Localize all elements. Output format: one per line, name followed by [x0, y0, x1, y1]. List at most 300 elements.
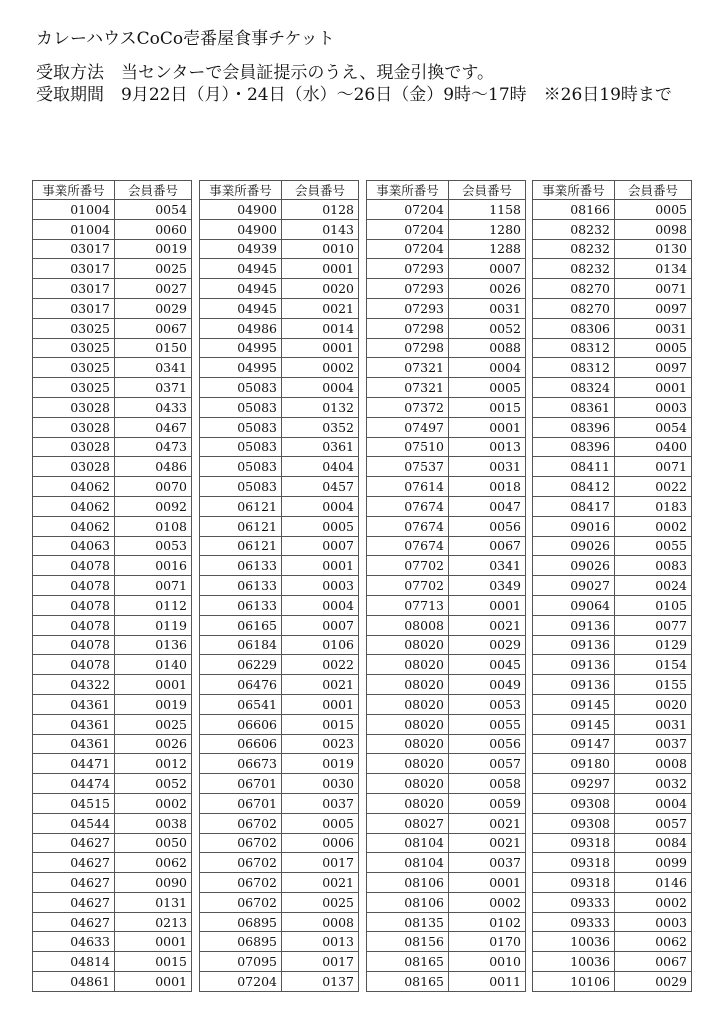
member-number-cell: 0047: [449, 496, 526, 516]
document-title: カレーハウスCoCo壱番屋食事チケット: [36, 29, 335, 49]
table-row: [33, 239, 192, 259]
member-number-cell: 0112: [115, 595, 192, 615]
table-row: [367, 813, 526, 833]
member-number-cell: 0037: [449, 853, 526, 873]
table-row: [200, 595, 359, 615]
ticket-table: [532, 180, 692, 992]
table-row: [533, 912, 692, 932]
member-number-cell: 0004: [282, 595, 359, 615]
table-row: [533, 615, 692, 635]
office-number-cell: 08156: [367, 932, 449, 952]
member-number-cell: 0026: [115, 734, 192, 754]
office-number-cell: 07537: [367, 457, 449, 477]
table-row: [33, 912, 192, 932]
table-row: [367, 853, 526, 873]
member-number-cell: 0005: [615, 200, 692, 220]
office-number-cell: 07204: [367, 239, 449, 259]
office-number-cell: 04078: [33, 556, 115, 576]
table-header-row: [33, 181, 192, 200]
table-row: [200, 793, 359, 813]
table-row: [533, 655, 692, 675]
table-row: [200, 378, 359, 398]
member-number-cell: 0053: [449, 694, 526, 714]
table-row: [200, 694, 359, 714]
table-row: [367, 655, 526, 675]
member-number-cell: 0056: [449, 516, 526, 536]
office-number-cell: 09333: [533, 892, 615, 912]
table-row: [367, 417, 526, 437]
table-row: [533, 833, 692, 853]
office-number-cell: 09016: [533, 516, 615, 536]
member-number-cell: 0071: [115, 576, 192, 596]
office-number-cell: 06606: [200, 714, 282, 734]
member-number-cell: 0029: [115, 298, 192, 318]
office-number-cell: 08104: [367, 853, 449, 873]
office-number-cell: 04078: [33, 655, 115, 675]
office-number-cell: 04078: [33, 615, 115, 635]
table-row: [200, 873, 359, 893]
member-number-cell: 0018: [449, 477, 526, 497]
member-number-cell: 0057: [449, 754, 526, 774]
member-number-cell: 0108: [115, 516, 192, 536]
member-number-cell: 0088: [449, 338, 526, 358]
table-row: [367, 279, 526, 299]
member-number-cell: 0097: [615, 298, 692, 318]
table-row: [200, 457, 359, 477]
member-number-cell: 0070: [115, 477, 192, 497]
office-number-cell: 09136: [533, 675, 615, 695]
member-number-cell: 1158: [449, 200, 526, 220]
office-number-cell: 08306: [533, 318, 615, 338]
member-number-cell: 1280: [449, 219, 526, 239]
member-number-cell: 0352: [282, 417, 359, 437]
member-number-cell: 0054: [615, 417, 692, 437]
member-number-cell: 0022: [282, 655, 359, 675]
office-number-cell: 10036: [533, 952, 615, 972]
office-number-cell: 09145: [533, 694, 615, 714]
office-number-cell: 08324: [533, 378, 615, 398]
office-number-cell: 06133: [200, 595, 282, 615]
office-number-cell: 07510: [367, 437, 449, 457]
table-row: [200, 932, 359, 952]
table-row: [200, 635, 359, 655]
table-row: [367, 298, 526, 318]
member-number-cell: 0003: [615, 397, 692, 417]
member-number-cell: 0056: [449, 734, 526, 754]
office-number-cell: 09333: [533, 912, 615, 932]
member-number-cell: 0015: [115, 952, 192, 972]
member-number-cell: 0098: [615, 219, 692, 239]
office-number-cell: 04515: [33, 793, 115, 813]
member-number-cell: 0020: [615, 694, 692, 714]
office-number-cell: 06121: [200, 536, 282, 556]
office-number-cell: 09145: [533, 714, 615, 734]
office-number-cell: 04627: [33, 833, 115, 853]
table-row: [33, 437, 192, 457]
member-number-cell: 0049: [449, 675, 526, 695]
office-number-cell: 07204: [367, 200, 449, 220]
table-row: [367, 378, 526, 398]
table-row: [533, 358, 692, 378]
office-number-cell: 04945: [200, 279, 282, 299]
office-number-cell: 08027: [367, 813, 449, 833]
office-number-cell: 03028: [33, 397, 115, 417]
office-number-cell: 05083: [200, 437, 282, 457]
member-number-cell: 0015: [282, 714, 359, 734]
member-number-header: 会員番号: [449, 181, 526, 200]
table-row: [533, 793, 692, 813]
office-number-cell: 08312: [533, 338, 615, 358]
office-number-cell: 04322: [33, 675, 115, 695]
office-number-cell: 04995: [200, 358, 282, 378]
office-number-cell: 06476: [200, 675, 282, 695]
table-row: [533, 378, 692, 398]
office-number-cell: 04995: [200, 338, 282, 358]
office-number-cell: 06702: [200, 813, 282, 833]
member-number-cell: 0008: [282, 912, 359, 932]
office-number-cell: 04945: [200, 298, 282, 318]
table-row: [367, 200, 526, 220]
table-row: [533, 734, 692, 754]
table-row: [33, 378, 192, 398]
table-row: [33, 615, 192, 635]
office-number-cell: 06701: [200, 793, 282, 813]
office-number-cell: 07293: [367, 279, 449, 299]
member-number-cell: 0002: [449, 892, 526, 912]
member-number-cell: 0005: [282, 813, 359, 833]
office-number-cell: 04078: [33, 576, 115, 596]
table-row: [33, 952, 192, 972]
member-number-cell: 0099: [615, 853, 692, 873]
table-row: [533, 318, 692, 338]
member-number-cell: 0021: [282, 873, 359, 893]
office-number-cell: 06701: [200, 774, 282, 794]
office-number-cell: 06121: [200, 516, 282, 536]
table-row: [200, 972, 359, 992]
member-number-cell: 0130: [615, 239, 692, 259]
office-number-header: 事業所番号: [533, 181, 615, 200]
office-number-cell: 09318: [533, 833, 615, 853]
office-number-cell: 07497: [367, 417, 449, 437]
member-number-cell: 0001: [449, 417, 526, 437]
office-number-cell: 08106: [367, 873, 449, 893]
table-row: [33, 298, 192, 318]
office-number-cell: 09297: [533, 774, 615, 794]
office-number-cell: 03017: [33, 279, 115, 299]
table-row: [367, 734, 526, 754]
office-number-cell: 07713: [367, 595, 449, 615]
table-row: [200, 397, 359, 417]
member-number-cell: 0092: [115, 496, 192, 516]
member-number-cell: 0054: [115, 200, 192, 220]
office-number-cell: 06702: [200, 892, 282, 912]
member-number-cell: 0031: [449, 457, 526, 477]
member-number-cell: 0017: [282, 952, 359, 972]
member-number-cell: 0060: [115, 219, 192, 239]
table-row: [367, 219, 526, 239]
table-row: [367, 318, 526, 338]
member-number-cell: 0003: [615, 912, 692, 932]
office-number-cell: 04627: [33, 912, 115, 932]
office-number-cell: 04062: [33, 477, 115, 497]
table-row: [33, 972, 192, 992]
member-number-cell: 0473: [115, 437, 192, 457]
table-row: [533, 595, 692, 615]
table-header-row: [533, 181, 692, 200]
office-number-cell: 08020: [367, 774, 449, 794]
table-row: [200, 952, 359, 972]
member-number-cell: 0015: [449, 397, 526, 417]
member-number-cell: 0050: [115, 833, 192, 853]
office-number-cell: 08270: [533, 279, 615, 299]
member-number-cell: 0013: [449, 437, 526, 457]
office-number-cell: 06702: [200, 853, 282, 873]
table-row: [200, 200, 359, 220]
table-row: [200, 338, 359, 358]
office-number-cell: 06133: [200, 556, 282, 576]
member-number-cell: 0102: [449, 912, 526, 932]
table-row: [367, 338, 526, 358]
table-row: [33, 556, 192, 576]
office-number-cell: 08020: [367, 793, 449, 813]
table-row: [33, 675, 192, 695]
member-number-cell: 0071: [615, 279, 692, 299]
ticket-table: [32, 180, 192, 992]
table-row: [533, 397, 692, 417]
member-number-cell: 0067: [115, 318, 192, 338]
office-number-cell: 05083: [200, 397, 282, 417]
table-row: [533, 338, 692, 358]
table-row: [200, 239, 359, 259]
table-row: [367, 972, 526, 992]
member-number-cell: 0001: [282, 556, 359, 576]
office-number-cell: 04361: [33, 694, 115, 714]
office-number-cell: 09308: [533, 813, 615, 833]
table-row: [367, 397, 526, 417]
member-number-cell: 0038: [115, 813, 192, 833]
office-number-cell: 03017: [33, 239, 115, 259]
member-number-cell: 0341: [115, 358, 192, 378]
member-number-cell: 0031: [449, 298, 526, 318]
office-number-cell: 04078: [33, 635, 115, 655]
member-number-cell: 0001: [282, 694, 359, 714]
member-number-cell: 0024: [615, 576, 692, 596]
member-number-cell: 0021: [282, 675, 359, 695]
office-number-cell: 04062: [33, 516, 115, 536]
table-row: [533, 853, 692, 873]
member-number-cell: 0077: [615, 615, 692, 635]
member-number-cell: 0001: [282, 259, 359, 279]
office-number-cell: 04633: [33, 932, 115, 952]
table-row: [200, 219, 359, 239]
office-number-header: 事業所番号: [367, 181, 449, 200]
member-number-cell: 0467: [115, 417, 192, 437]
office-number-cell: 09026: [533, 536, 615, 556]
office-number-cell: 07702: [367, 556, 449, 576]
office-number-cell: 08417: [533, 496, 615, 516]
table-row: [533, 477, 692, 497]
office-number-cell: 08020: [367, 714, 449, 734]
member-number-cell: 0002: [282, 358, 359, 378]
member-number-cell: 0404: [282, 457, 359, 477]
table-row: [33, 219, 192, 239]
member-number-cell: 0019: [115, 239, 192, 259]
table-row: [367, 793, 526, 813]
office-number-cell: 07298: [367, 318, 449, 338]
member-number-cell: 0400: [615, 437, 692, 457]
member-number-cell: 0037: [282, 793, 359, 813]
member-number-cell: 0143: [282, 219, 359, 239]
table-row: [33, 754, 192, 774]
office-number-cell: 07095: [200, 952, 282, 972]
member-number-cell: 0031: [615, 714, 692, 734]
member-number-cell: 0010: [449, 952, 526, 972]
member-number-cell: 0001: [115, 932, 192, 952]
member-number-cell: 0010: [282, 239, 359, 259]
table-header-row: [367, 181, 526, 200]
table-row: [367, 932, 526, 952]
office-number-cell: 05083: [200, 417, 282, 437]
office-number-cell: 04939: [200, 239, 282, 259]
office-number-cell: 04627: [33, 892, 115, 912]
table-row: [533, 952, 692, 972]
member-number-cell: 0001: [449, 595, 526, 615]
office-number-cell: 06895: [200, 932, 282, 952]
office-number-cell: 04900: [200, 200, 282, 220]
office-number-cell: 03028: [33, 437, 115, 457]
member-number-header: 会員番号: [282, 181, 359, 200]
table-row: [367, 833, 526, 853]
table-row: [33, 655, 192, 675]
table-row: [533, 279, 692, 299]
table-row: [33, 714, 192, 734]
member-number-cell: 0002: [115, 793, 192, 813]
table-row: [33, 734, 192, 754]
table-row: [200, 774, 359, 794]
member-number-cell: 0062: [615, 932, 692, 952]
ticket-table: [366, 180, 526, 992]
table-row: [33, 595, 192, 615]
table-row: [200, 437, 359, 457]
member-number-cell: 0052: [115, 774, 192, 794]
office-number-cell: 07321: [367, 358, 449, 378]
pickup-method: 受取方法 当センターで会員証提示のうえ、現金引換です。: [36, 63, 494, 83]
member-number-cell: 0349: [449, 576, 526, 596]
office-number-cell: 07372: [367, 397, 449, 417]
member-number-cell: 0055: [449, 714, 526, 734]
table-row: [33, 496, 192, 516]
member-number-cell: 0371: [115, 378, 192, 398]
table-row: [367, 536, 526, 556]
member-number-cell: 0052: [449, 318, 526, 338]
member-number-cell: 0021: [449, 615, 526, 635]
table-row: [33, 417, 192, 437]
table-row: [200, 556, 359, 576]
member-number-cell: 0134: [615, 259, 692, 279]
member-number-cell: 0433: [115, 397, 192, 417]
table-row: [200, 477, 359, 497]
table-row: [533, 200, 692, 220]
table-row: [200, 318, 359, 338]
office-number-cell: 08396: [533, 417, 615, 437]
table-row: [200, 754, 359, 774]
member-number-cell: 0005: [449, 378, 526, 398]
office-number-cell: 06133: [200, 576, 282, 596]
member-number-cell: 0071: [615, 457, 692, 477]
office-number-cell: 07702: [367, 576, 449, 596]
office-number-cell: 08412: [533, 477, 615, 497]
table-row: [200, 675, 359, 695]
member-number-cell: 0002: [615, 892, 692, 912]
member-number-cell: 0021: [449, 813, 526, 833]
office-number-cell: 06184: [200, 635, 282, 655]
member-number-cell: 0023: [282, 734, 359, 754]
table-header-row: [200, 181, 359, 200]
ticket-tables: [32, 180, 700, 992]
member-number-cell: 0001: [115, 675, 192, 695]
member-number-cell: 0003: [282, 576, 359, 596]
member-number-cell: 0020: [282, 279, 359, 299]
member-number-cell: 0006: [282, 833, 359, 853]
member-number-cell: 0007: [282, 615, 359, 635]
office-number-cell: 08020: [367, 635, 449, 655]
table-row: [533, 813, 692, 833]
table-row: [200, 516, 359, 536]
member-number-cell: 0007: [282, 536, 359, 556]
office-number-cell: 07674: [367, 536, 449, 556]
ticket-table: [199, 180, 359, 992]
office-number-header: 事業所番号: [200, 181, 282, 200]
member-number-cell: 0004: [449, 358, 526, 378]
member-number-cell: 0361: [282, 437, 359, 457]
office-number-cell: 03028: [33, 457, 115, 477]
office-number-cell: 09180: [533, 754, 615, 774]
member-number-cell: 0119: [115, 615, 192, 635]
office-number-cell: 06165: [200, 615, 282, 635]
member-number-cell: 0129: [615, 635, 692, 655]
table-row: [33, 813, 192, 833]
table-row: [33, 200, 192, 220]
table-row: [367, 239, 526, 259]
table-row: [200, 496, 359, 516]
office-number-cell: 04861: [33, 972, 115, 992]
office-number-cell: 08008: [367, 615, 449, 635]
member-number-cell: 0008: [615, 754, 692, 774]
office-number-cell: 09026: [533, 556, 615, 576]
table-row: [367, 576, 526, 596]
table-row: [367, 873, 526, 893]
pickup-period: 受取期間 9月22日（月）・24日（水）～26日（金）9時～17時 ※26日19時まで: [36, 85, 672, 105]
office-number-cell: 01004: [33, 200, 115, 220]
table-row: [367, 358, 526, 378]
office-number-cell: 05083: [200, 457, 282, 477]
member-number-cell: 0053: [115, 536, 192, 556]
office-number-cell: 04627: [33, 873, 115, 893]
table-row: [200, 655, 359, 675]
member-number-cell: 0005: [615, 338, 692, 358]
table-row: [33, 338, 192, 358]
office-number-cell: 09318: [533, 853, 615, 873]
office-number-cell: 09308: [533, 793, 615, 813]
table-row: [367, 516, 526, 536]
office-number-cell: 06895: [200, 912, 282, 932]
office-number-cell: 08232: [533, 259, 615, 279]
member-number-cell: 0170: [449, 932, 526, 952]
table-row: [33, 259, 192, 279]
office-number-cell: 04627: [33, 853, 115, 873]
table-row: [200, 417, 359, 437]
office-number-cell: 06541: [200, 694, 282, 714]
